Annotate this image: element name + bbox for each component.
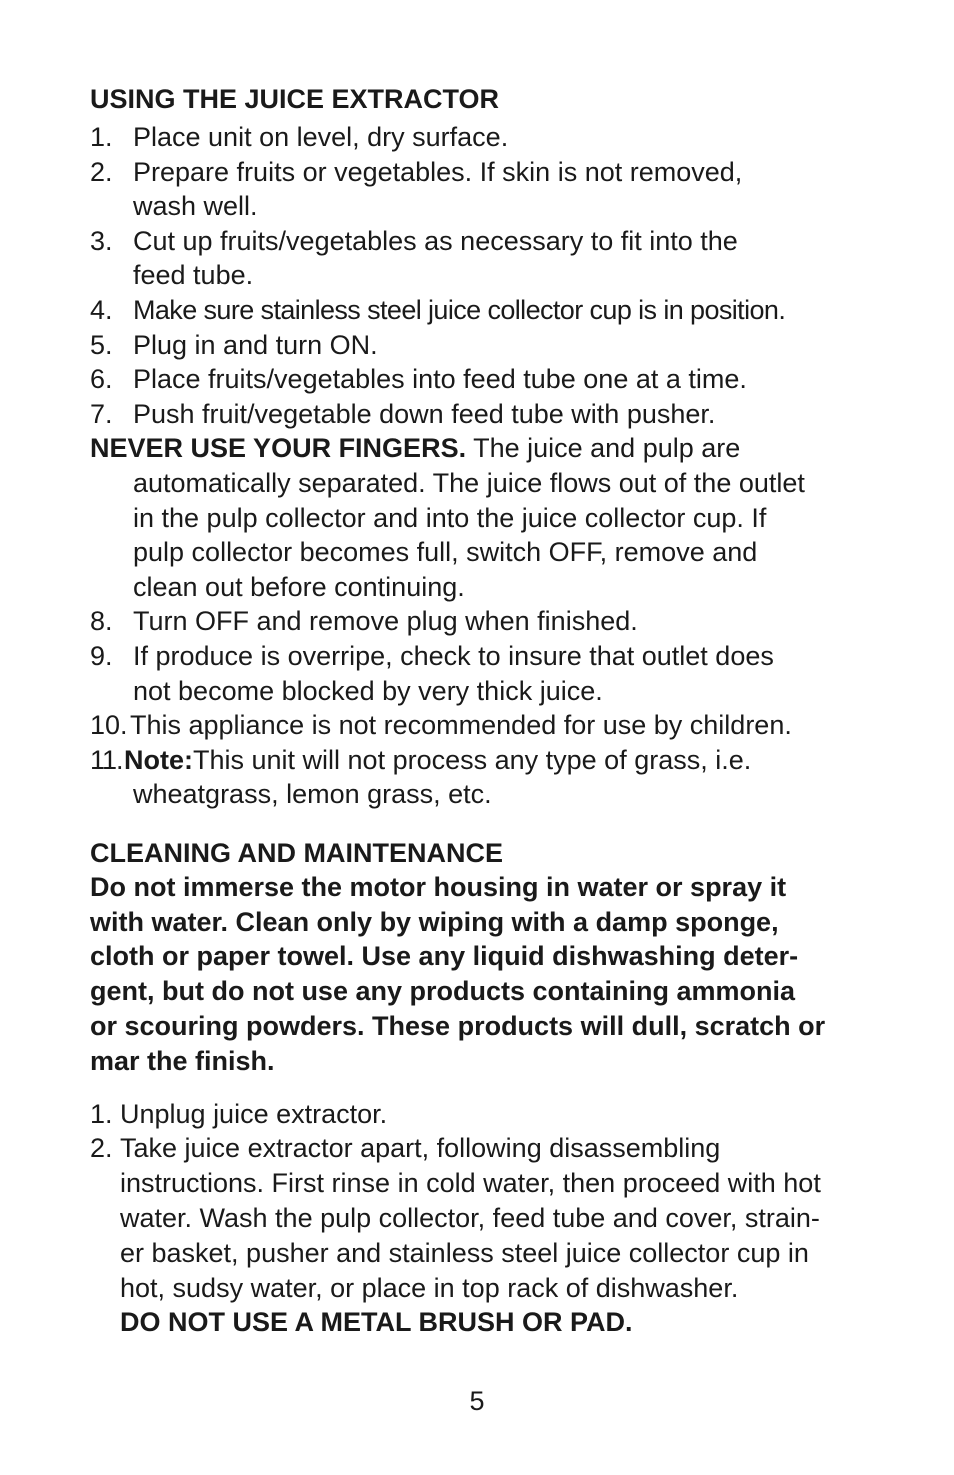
step-number: 2. bbox=[90, 1133, 113, 1164]
caution-text: gent, but do not use any products containing ammonia bbox=[90, 976, 796, 1007]
caution-text: mar the finish. bbox=[90, 1045, 275, 1076]
final-warning: DO NOT USE A METAL BRUSH OR PAD. bbox=[120, 1307, 633, 1338]
list-item bbox=[90, 224, 890, 293]
warning-text: pulp collector becomes full, switch OFF, remove and bbox=[133, 537, 758, 568]
step-number: 4. bbox=[90, 294, 113, 325]
cleaning-steps-list bbox=[90, 1097, 890, 1341]
step-text: Make sure stainless steel juice collector cup is in position. bbox=[133, 294, 786, 325]
step-text: Place unit on level, dry surface. bbox=[133, 122, 509, 152]
page-number: 5 bbox=[469, 1386, 485, 1416]
step-text: instructions. First rinse in cold water, then proceed with hot bbox=[120, 1168, 821, 1199]
note-text: This unit will not process any type of grass, i.e. bbox=[193, 744, 752, 775]
step-number: 11. bbox=[90, 744, 123, 775]
using-steps-list bbox=[90, 120, 890, 812]
list-item bbox=[90, 120, 890, 155]
step-number: 5. bbox=[90, 329, 113, 360]
note-text: wheatgrass, lemon grass, etc. bbox=[133, 779, 492, 810]
step-number: 3. bbox=[90, 225, 113, 256]
list-item bbox=[90, 604, 890, 639]
warning-text: clean out before continuing. bbox=[133, 571, 465, 602]
cleaning-caution bbox=[90, 870, 890, 1079]
step-text: wash well. bbox=[133, 191, 258, 222]
list-item bbox=[90, 708, 890, 743]
warning-text: The juice and pulp are bbox=[466, 433, 741, 464]
step-number: 8. bbox=[90, 606, 113, 637]
step-number: 7. bbox=[90, 398, 113, 429]
caution-text: or scouring powders. These products will dull, scratch or bbox=[90, 1011, 826, 1042]
list-item bbox=[90, 155, 890, 224]
step-text: Take juice extractor apart, following disassembling bbox=[120, 1133, 721, 1164]
note-label: Note: bbox=[124, 744, 193, 775]
step-text: feed tube. bbox=[133, 260, 254, 291]
warning-text: automatically separated. The juice flows out of the outlet bbox=[133, 467, 805, 498]
step-text: water. Wash the pulp collector, feed tube and cover, strain- bbox=[120, 1203, 820, 1234]
manual-page bbox=[90, 82, 890, 1340]
list-item bbox=[90, 397, 890, 432]
step-number: 1. bbox=[90, 122, 113, 152]
caution-text: with water. Clean only by wiping with a damp sponge, bbox=[90, 906, 779, 937]
caution-text: Do not immerse the motor housing in water or spray it bbox=[90, 871, 787, 902]
step-text: Turn OFF and remove plug when finished. bbox=[133, 606, 638, 637]
step-number: 2. bbox=[90, 156, 113, 187]
step-text: This appliance is not recommended for use by children. bbox=[130, 710, 792, 741]
list-item bbox=[90, 639, 890, 708]
step-text: hot, sudsy water, or place in top rack of dishwasher. bbox=[120, 1272, 739, 1303]
step-text: Place fruits/vegetables into feed tube one at a time. bbox=[133, 364, 747, 395]
step-number: 9. bbox=[90, 640, 113, 671]
step-number: 10. bbox=[90, 710, 128, 741]
finger-warning bbox=[90, 431, 890, 604]
list-item bbox=[90, 1097, 890, 1132]
list-item bbox=[90, 328, 890, 363]
warning-heading: NEVER USE YOUR FINGERS. bbox=[90, 433, 467, 464]
step-text: Plug in and turn ON. bbox=[133, 329, 378, 360]
step-text: Push fruit/vegetable down feed tube with pusher. bbox=[133, 398, 716, 429]
step-text: If produce is overripe, check to insure that outlet does bbox=[133, 640, 774, 671]
step-number: 6. bbox=[90, 364, 113, 395]
section-title-cleaning: CLEANING AND MAINTENANCE bbox=[90, 837, 503, 868]
step-text: Cut up fruits/vegetables as necessary to fit into the bbox=[133, 225, 738, 256]
step-text: Unplug juice extractor. bbox=[120, 1098, 388, 1129]
step-text: not become blocked by very thick juice. bbox=[133, 675, 603, 706]
list-item bbox=[90, 293, 890, 328]
step-text: er basket, pusher and stainless steel juice collector cup in bbox=[120, 1237, 809, 1268]
section-title-using: USING THE JUICE EXTRACTOR bbox=[90, 84, 500, 114]
warning-text: in the pulp collector and into the juice collector cup. If bbox=[133, 502, 767, 533]
step-number: 1. bbox=[90, 1098, 113, 1129]
list-item bbox=[90, 362, 890, 397]
list-item bbox=[90, 1131, 890, 1340]
step-text: Prepare fruits or vegetables. If skin is not removed, bbox=[133, 156, 743, 187]
caution-text: cloth or paper towel. Use any liquid dishwashing deter- bbox=[90, 941, 799, 972]
list-item bbox=[90, 743, 890, 812]
